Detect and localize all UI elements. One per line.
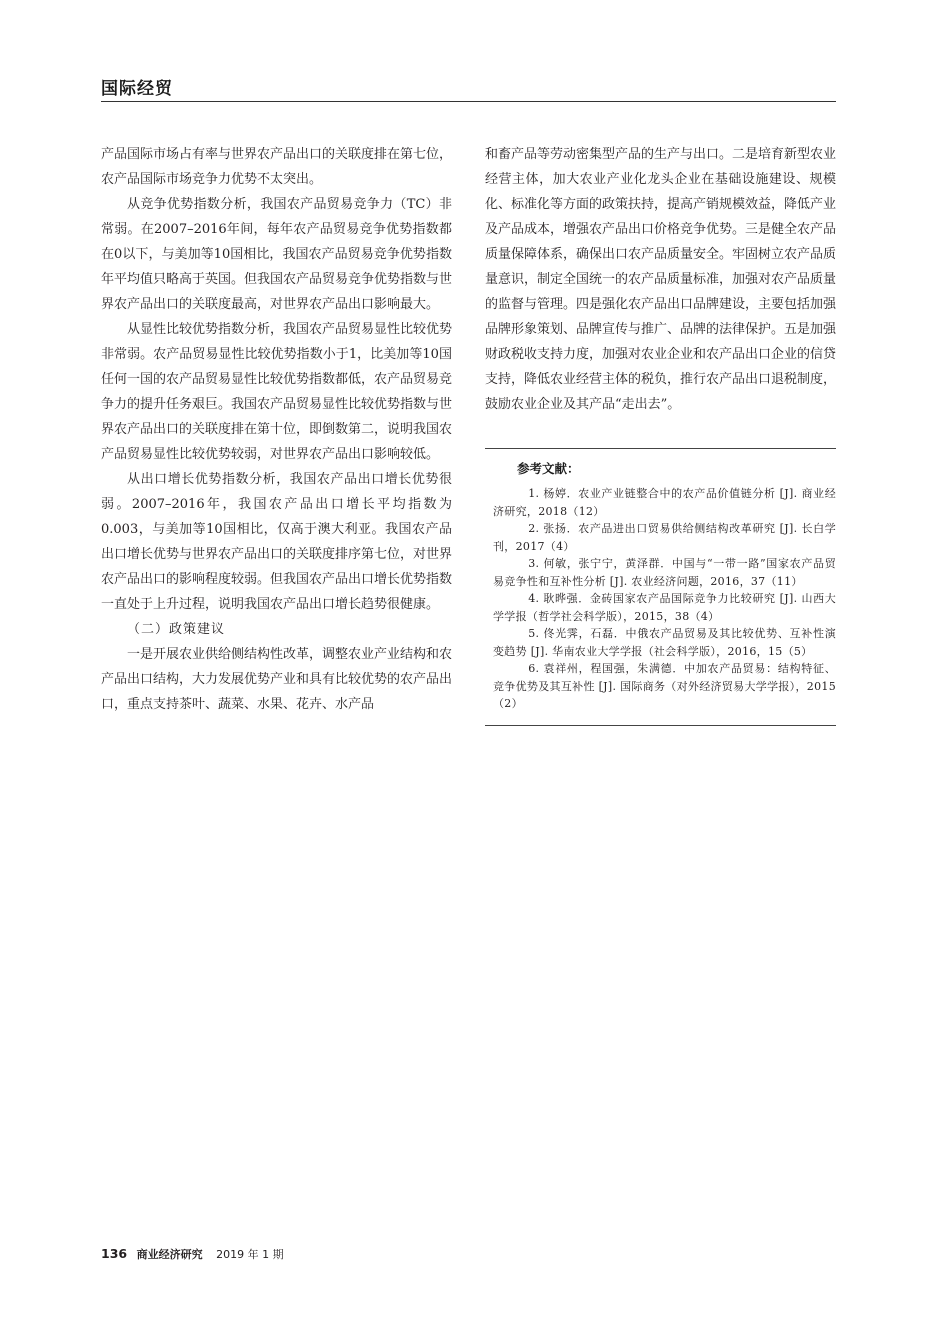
section-header: 国际经贸 — [101, 79, 173, 99]
header-rule — [101, 101, 836, 102]
paragraph: 从显性比较优势指数分析，我国农产品贸易显性比较优势非常弱。农产品贸易显性比较优势指数小于1，比美加等10国任何一国的农产品贸易显性比较优势指数都低，农产品贸易竞争力的提升任务艰巨。我国农产品贸易显性比较优势指数与世界农产品出口的关联度排在第十位，即倒数第二，说明我国农产品贸易显性比较优势较弱，对世界农产品出口影响较低。 — [101, 322, 453, 462]
right-column — [485, 142, 836, 417]
paragraph: 和畜产品等劳动密集型产品的生产与出口。二是培育新型农业经营主体，加大农业产业化龙头企业在基础设施建设、规模化、标准化等方面的政策扶持，提高产销规模效益，降低产业及产品成本，增强农产品出口价格竞争优势。三是健全农产品质量保障体系，确保出口农产品质量安全。牢固树立农产品质量意识，制定全国统一的农产品质量标准，加强对农产品质量的监督与管理。四是强化农产品出口品牌建设，主要包括加强品牌形象策划、品牌宣传与推广、品牌的法律保护。五是加强财政税收支持力度，加强对农业企业和农产品出口企业的信贷支持，降低农业经营主体的税负，推行农产品出口退税制度，鼓励农业企业及其产品“走出去”。 — [485, 147, 837, 412]
paragraph: 产品国际市场占有率与世界农产品出口的关联度排在第七位，农产品国际市场竞争力优势不太突出。 — [101, 147, 453, 187]
paragraph: 一是开展农业供给侧结构性改革，调整农业产业结构和农产品出口结构，大力发展优势产业和具有比较优势的农产品出口，重点支持茶叶、蔬菜、水果、花卉、水产品 — [101, 647, 453, 712]
reference-item: 1. 杨婷．农业产业链整合中的农产品价值链分析 [J]. 商业经济研究，2018（12） — [493, 487, 836, 518]
page-footer — [101, 1246, 284, 1263]
subsection-heading: （二）政策建议 — [127, 622, 226, 637]
reference-item: 4. 耿晔强．金砖国家农产品国际竞争力比较研究 [J]. 山西大学学报（哲学社会科学版），2015，38（4） — [493, 592, 836, 623]
paragraph: 从出口增长优势指数分析，我国农产品出口增长优势很弱。2007–2016年，我国农产品出口增长平均指数为0.003，与美加等10国相比，仅高于澳大利亚。我国农产品出口增长优势与世界农产品出口的关联度排序第七位，对世界农产品出口的影响程度较弱。但我国农产品出口增长优势指数一直处于上升过程，说明我国农产品出口增长趋势很健康。 — [101, 472, 453, 612]
reference-item: 3. 何敏，张宁宁，黄泽群．中国与“一带一路”国家农产品贸易竞争性和互补性分析 [J]. 农业经济问题，2016，37（11） — [493, 557, 836, 588]
left-column — [101, 142, 452, 717]
reference-item: 2. 张扬．农产品进出口贸易供给侧结构改革研究 [J]. 长白学刊，2017（4） — [493, 522, 836, 553]
reference-item: 5. 佟光霁，石磊．中俄农产品贸易及其比较优势、互补性演变趋势 [J]. 华南农业大学学报（社会科学版），2016，15（5） — [493, 627, 836, 658]
page-number: 136 — [101, 1246, 128, 1261]
journal-name: 商业经济研究 — [136, 1248, 203, 1261]
references-box — [485, 448, 836, 726]
references-title: 参考文献： — [517, 461, 580, 476]
paragraph: 从竞争优势指数分析，我国农产品贸易竞争力（TC）非常弱。在2007–2016年间，每年农产品贸易竞争优势指数都在0以下，与美加等10国相比，我国农产品贸易竞争优势指数年平均值只略高于英国。但我国农产品贸易竞争优势指数与世界农产品出口的关联度最高，对世界农产品出口影响最大。 — [101, 197, 453, 312]
reference-item: 6. 袁祥州，程国强，朱满德．中加农产品贸易：结构特征、竞争优势及其互补性 [J]. 国际商务（对外经济贸易大学学报），2015（2） — [493, 662, 836, 710]
issue-label: 2019 年 1 期 — [216, 1248, 284, 1261]
